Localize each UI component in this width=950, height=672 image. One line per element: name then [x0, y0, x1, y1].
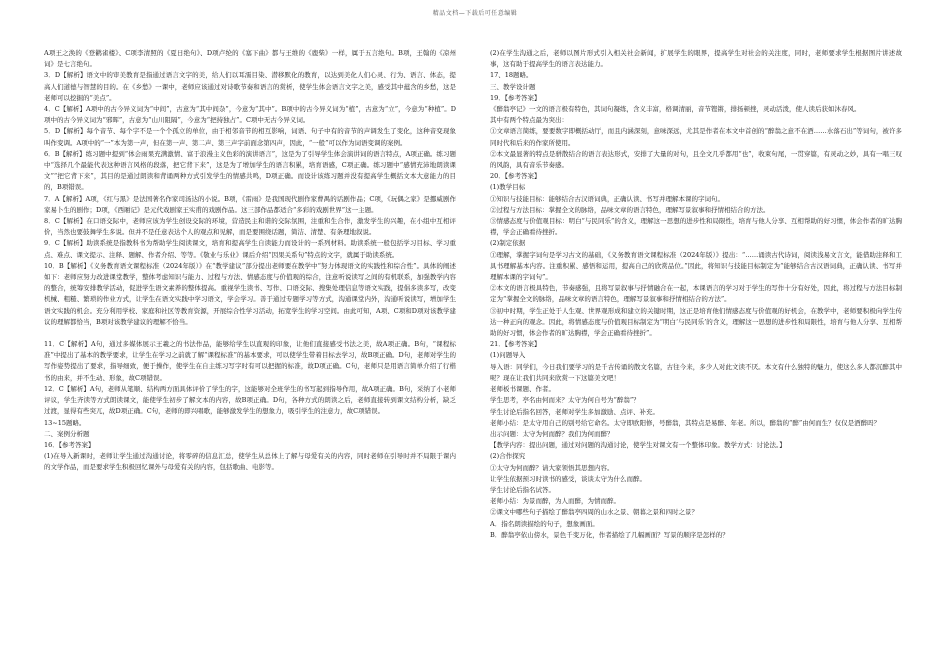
paragraph: 老师板书课题、作者。 [490, 385, 555, 394]
paragraph: 三、教学设计题 [490, 82, 536, 91]
paragraph: 10．B【解析】《义务教育语文课程标准（2024年版）》在“教学建议”部分提出老师要在教学中“努力体现语文的实践性和综合性”。具体的阐述如下：老师应努力改进课堂教学，整体考虑知识与能力、过程与方法、情感态度与价值观的综合，注意听说读写之间的有机联系，加强教学内容的整合，统筹安排教学活动，促进学生语文素养的整体提高。重视学生读书、写作、口语交际、搜集处理信息等语文实践，提倡多读多写，改变机械、粗糙、繁琐的作业方式，让学生在语文实践中学习语文，学会学习。善于通过专题学习等方式，沟通课堂内外，沟通听说读写，增加学生语文实践的机会。充分利用学校、家庭和社区等教育资源，开展综合性学习活动，拓宽学生的学习空间。由此可知，A项、C项和D项对该教学建议的理解都恰当，B项对该教学建议的理解不恰当。 [44, 261, 456, 326]
paragraph: ①理解，掌握字词句是学习古文的基础，《义务教育语文课程标准（2024年版）》提出：“……诵读古代诗词，阅读浅易文言文，能借助注释和工具书理解基本内容。注重积累、感悟和运用，提高自己的欣赏品位。”因此，将知识与技能目标制定为“能够结合古汉语词典，正确认读、书写并理解本课的字词句”。 [490, 250, 902, 282]
paragraph: (1)在导入新课时，老师让学生通过沟通讨论，将零碎的信息汇总，使学生从总体上了解与母爱有关的内容，同时老师在引导时并不局限于课内的文学作品，而是要求学生积极回忆课外与母爱有关的内容，包括歌曲、电影等。 [44, 452, 456, 472]
paragraph: 19．【参考答案】 [490, 93, 541, 102]
paragraph: ②过程与方法目标：掌握全文的脉络，品味文章的语言特色，理解写景叙事和抒情相结合的方法。 [490, 205, 770, 214]
paragraph: 7．A【解析】A项，《红与黑》是法国著名作家司汤达的小说。B项，《雷雨》是我国现代剧作家曹禺的话剧作品；C项，《玩偶之家》是挪威剧作家易卜生的剧作；D项，《西厢记》是元代戏剧家王实甫的戏剧作品。这三部作品都适合“多彩的戏剧世界”这一主题。 [44, 194, 456, 214]
paragraph: ③初中时期，学生正处于人生观、世界观形成和建立的关键时期，这正是培育他们情感态度与价值观的好机会，在教学中，老师要积极向学生传达一种正向的观念。因此，将情感态度与价值观目标制定为“明白‘与民同乐’的含义，理解这一思想的进步性和局限性，培育与他人分享、互相帮助的好习惯，体会作者的旷达胸襟，学会正确看待挫折”。 [490, 306, 902, 338]
paragraph: 5．D【解析】每个音节、每个字不是一个个孤立的单位，由于相邻音节的相互影响，词语、句子中有的音节的声调发生了变化，这种音变现象叫作变调。A项中的“一”本为第一声，但在第一声、第二声、第三声字前面念第四声，因此，“一般”可以作为词语变调的案例。 [44, 127, 456, 147]
paragraph: (1)问题导入 [490, 351, 526, 360]
paragraph: 老师小结：为景而醉，为人而醉，为情而醉。 [490, 497, 620, 506]
paragraph: 12．C【解析】A句，老师从笔顺、结构两方面具体评价了学生的字，这能够对全班学生的书写起到指导作用，故A项正确。B句，采纳了小老师评议，学生齐读等方式朗读课文，能使学生初步了解文本的内容，故B项正确。D句，各种方式的朗读之后，老师直接转到课文结构分析，缺乏过渡，显得有些突兀，故D项正确。C句，老师的即兴唱歌，能够激发学生的想象力，吸引学生的注意力，故C项错误。 [44, 384, 456, 416]
paragraph: ①知识与技能目标：能够结合古汉语词典，正确认读、书写并理解本课的字词句。 [490, 194, 724, 203]
paragraph: B．醉翁亭依山傍水，景色千变万化，作者描绘了几幅画面？写景的顺序是怎样的？ [490, 530, 729, 539]
paragraph: A．指名朗读描绘的句子，想象画面。 [490, 519, 599, 528]
paragraph: (2)在学生沟通之后，老师以图片形式引入相关社会新闻，扩展学生的眼界，提高学生对社会的关注度，同时，老师要求学生根据图片讲述故事，这有助于提高学生的语言表达能力。 [490, 49, 902, 69]
paragraph: ①文章语言简练，要要数字即概括动厅，而且内涵深刻，意味深远，尤其是作者在本文中首创的“醉翁之意不在酒……水落石出”等词句，被许多同时代和后来的作家所使用。 [490, 127, 902, 147]
paragraph: 17、18题略。 [490, 71, 533, 80]
paragraph: ②本文最显著的特点是骈散结合的语言表达形式，安排了大量的对句，且全文几乎都用“也”，收束句尾，一贯穿篇，有灵动之妙，具有一唱三叹的风韵，具有音乐节奏感。 [490, 149, 902, 170]
paragraph: ①太守为何而醉？请大家领悟其思想内容。 [490, 463, 614, 472]
left-column [44, 48, 456, 654]
paragraph: 13~15题略。 [44, 418, 86, 427]
paragraph: 21．【参考答案】 [490, 340, 541, 349]
paragraph: 16．【参考答案】 [44, 440, 95, 449]
paragraph: 11．C【解析】A句，通过多媒体展示王羲之的书法作品，能够给学生以直观的印象，让他们直接感受书法之美，故A项正确。B句，“课程标准”中提出了基本的教学要求，让学生在学习之前就了解“课程标准”的基本要求，可以使学生带着目标去学习，故B项正确。D句，老师对学生的写作姿势提出了要求，指导细致，便于操作，使学生在自主练习写字时有可以把握的标准，故D项正确。C句，老师只是用语言简单介绍了行楷书的由来，并不生动、形象，故C项错误。 [44, 340, 456, 382]
paragraph: ②本文的语言极具特色，节奏感强，且将写景叙事与抒情融合在一起，本课语言的学习对于学生的写作十分有好处，因此，将过程与方法目标制定为“掌握全文的脉络，品味文章的语言特色，理解写景叙事和抒情相结合的方法”。 [490, 284, 902, 304]
paragraph: (2)合作探究 [490, 452, 526, 461]
paragraph: 学生思考，亭名由何而来？太守为何自号为“醉翁”？ [490, 396, 640, 405]
paragraph: 二、案例分析题 [44, 429, 90, 438]
paragraph: 让学生依据预习时读书的感受，谈谈太守为什么而醉。 [490, 474, 646, 483]
paragraph: ②课文中哪些句子描绘了醉翁亭四周的山水之景、朝暮之景和四时之景？ [490, 508, 698, 517]
paragraph: 导入语：同学们，今日我们要学习的是千古传诵的散文名篇，古往今来，多少人对此文读不厌。本文有什么独特的魅力，使这么多人都沉醉其中呢？现在让我们共同来欣赏一下这篇美文吧！ [490, 362, 902, 382]
paragraph: 其中有两个特点最为突出： [490, 116, 568, 125]
paragraph: (1)教学目标 [490, 183, 526, 192]
paragraph: 学生讨论后指名回答，老师对学生多加激励、点评、补充。 [490, 407, 659, 416]
paragraph: ③情感态度与价值观目标：明白“与民同乐”的含义，理解这一思想的进步性和局限性，培育与他人分享、互相帮助的好习惯，体会作者的旷达胸襟，学会正确看待挫折。 [490, 217, 902, 237]
paragraph: 3．D【解析】语文中的审美教育是指通过语言文字的美，给人们以耳濡目染、潜移默化的教育，以达到美化人们心灵、行为、语言、体态，提高人们道德与智慧的目的。在《乡愁》一课中，老师应该通过对诗歌节奏和语言的赏析，使学生体会语言文字之美，感受其中蕴含的乡愁，这是老师可以挖掘的“美点”。 [44, 71, 456, 102]
paragraph: 9．C【解析】助读系统是指教科书为帮助学生阅读课文，培育和提高学生自读能力而设计的一系列材料。助读系统一般包括学习目标、学习重点、难点、课文提示、注释、题解、作者介绍、等等。《敬业与乐业》课后介绍“因果关系句”特点的文字，就属于助读系统。 [44, 239, 456, 259]
page-header: 精品文档—下载后可任意编辑 [432, 10, 518, 17]
paragraph: 出示问题：太守为何而醉？我们为何而醉？ [490, 429, 614, 438]
paragraph: 20．【参考答案】 [490, 172, 541, 181]
paragraph: 6．B【解析】练习题中提到“体会雨果充满激情、富于浪漫主义色彩的演讲语言”，这是为了引导学生体会演讲词的语言特点，A项正确。练习题中“选择几个最能代表这种语言风格的段落，把它背下来”，这是为了增加学生的语言积累，培育语感，C项正确。练习题中“感情充沛地朗读课文”“把它背下来”，其目的是通过朗读和背诵两种方式引发学生的情感共鸣，D项正确。而设计该练习题并没有提高学生概括文本大意能力的目的，B项错误。 [44, 149, 456, 192]
paragraph: (2)制定依据 [490, 239, 526, 248]
paragraph: A项王之涣的《登鹳雀楼》、C项李清照的《夏日绝句》、D项卢纶的《塞下曲》都与王维的《鹿柴》一样，属于五言绝句。B项，王翰的《凉州词》是七言绝句。 [44, 49, 456, 69]
paragraph [44, 328, 456, 339]
paragraph: 《醉翁亭记》一文的语言极有特色，其词句凝练，含义丰富，格调清丽，音节铿锵，排扬顿挫，灵动活泼，使人读后获如沐春风。 [490, 105, 861, 114]
right-column [490, 48, 902, 654]
paragraph: 8．C【解析】在口语交际中，老师应该为学生创设交际的环境，营造民主和谐的交际氛围，注重和生合作，激发学生的兴趣，在小组中互相评价，当然也要鼓舞学生多说。但并不是任意表达个人的观点和见解，而是要围绕话题，简洁、清楚、有条理地叙说。 [44, 217, 456, 237]
paragraph: 老师小结：是太守用自己的别号给它命名。太守即欧阳修，号醉翁，其特点是易醉、年老。所以，醉翁的“醉”由何而生？仅仅是酒醉吗？ [490, 418, 881, 427]
paragraph: 4．C【解析】A项中的古今异义词为“中间”，古意为“其中间杂”，今意为“其中”。B项中的古今异义词为“植”，古意为“立”，今意为“种植”。D项中的古今异义词为“邪晖”，古意为“山川阻隔”，今意为“把持独占”。C项中无古今异义词。 [44, 105, 456, 125]
paragraph: 学生讨论后指名试答。 [490, 485, 555, 494]
paragraph: 【教学内容：提出问题，通过对问题的沟通讨论，使学生对课文有一个整体印象。教学方式：讨论法。】 [490, 441, 786, 450]
